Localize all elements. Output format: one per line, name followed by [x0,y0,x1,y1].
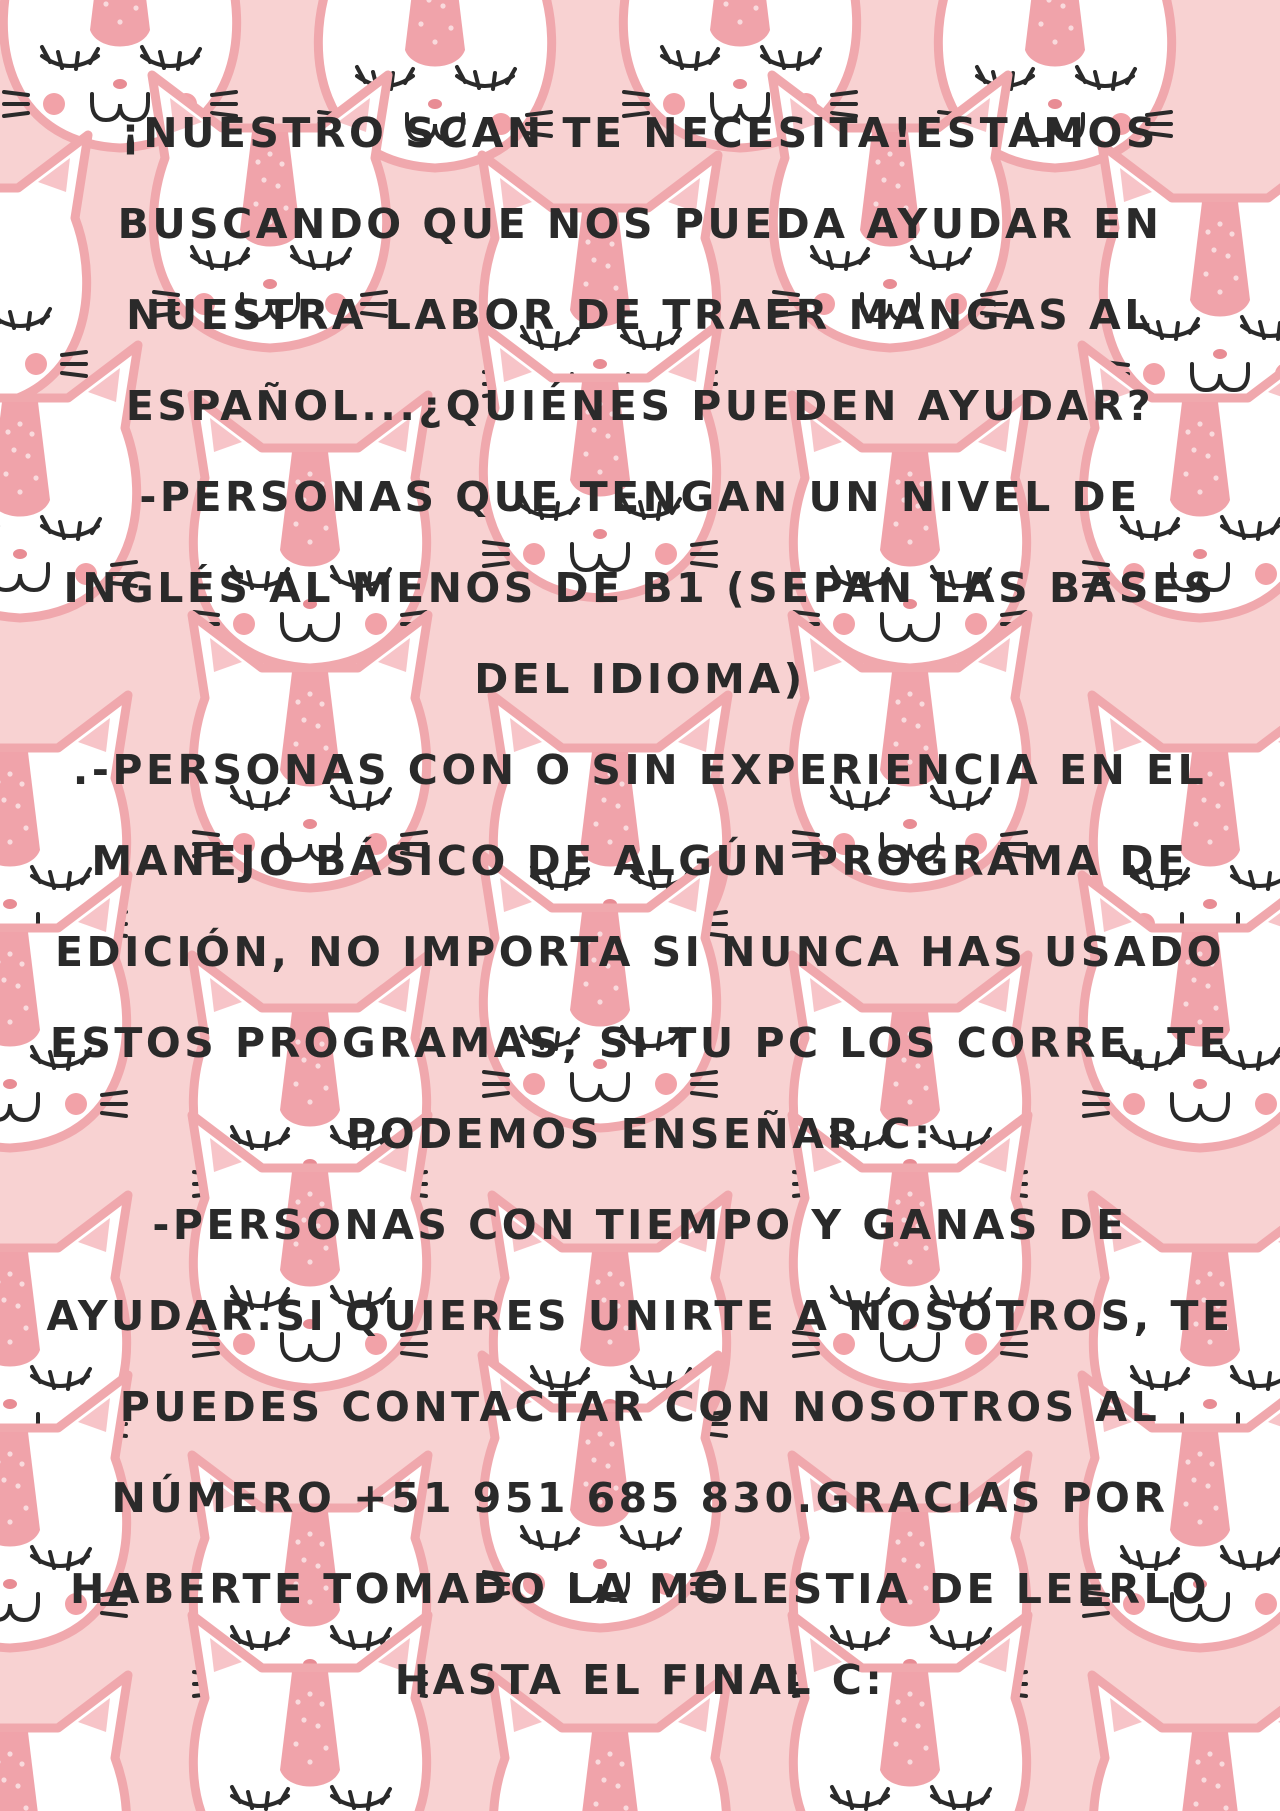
message-line-17: HABERTE TOMADO LA MOLESTIA DE LEERLO [69,1565,1210,1613]
message-line-2: BUSCANDO QUE NOS PUEDA AYUDAR EN [117,200,1163,248]
message-line-4: ESPAÑOL...¿QUIÉNES PUEDEN AYUDAR? [125,382,1155,430]
message-line-15: PUEDES CONTACTAR CON NOSOTROS AL [119,1383,1161,1431]
message-line-7: DEL IDIOMA) [474,655,806,703]
message-line-13: -PERSONAS CON TIEMPO Y GANAS DE [152,1201,1128,1249]
message-line-12: PODEMOS ENSEÑAR C: [346,1110,934,1158]
message-line-1: ¡NUESTRO SCAN TE NECESITA!ESTAMOS [121,109,1159,157]
message-line-5: -PERSONAS QUE TENGAN UN NIVEL DE [139,473,1141,521]
message-line-16: NÚMERO +51 951 685 830.GRACIAS POR [111,1474,1169,1522]
message-line-14: AYUDAR.SI QUIERES UNIRTE A NOSOTROS, TE [46,1292,1234,1340]
message-line-10: EDICIÓN, NO IMPORTA SI NUNCA HAS USADO [55,928,1225,976]
message-text-block [0,88,1280,1726]
message-line-18: HASTA EL FINAL C: [394,1656,886,1704]
message-line-8: .-PERSONAS CON O SIN EXPERIENCIA EN EL [72,746,1208,794]
message-line-9: MANEJO BÁSICO DE ALGÚN PROGRAMA DE [91,837,1189,885]
message-line-3: NUESTRA LABOR DE TRAER MANGAS AL [126,291,1154,339]
message-line-11: ESTOS PROGRAMAS, SI TU PC LOS CORRE, TE [49,1019,1231,1067]
message-line-6: INGLÉS AL MENOS DE B1 (SEPAN LAS BASES [63,564,1217,612]
